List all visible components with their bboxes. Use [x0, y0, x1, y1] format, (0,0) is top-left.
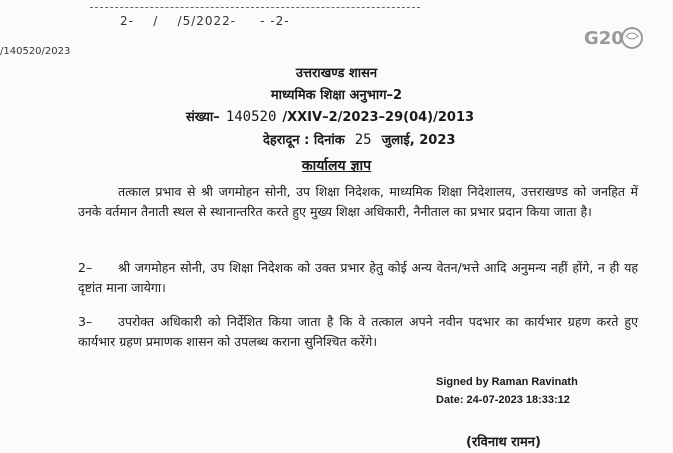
- receipt-stamp: 2- / /5/2022- - -2-: [120, 14, 290, 28]
- digital-signature-date: Date: 24-07-2023 18:33:12: [436, 394, 570, 406]
- date-line: [263, 130, 455, 148]
- reference-handwritten-number: 140520: [225, 109, 277, 125]
- top-rule: [90, 7, 420, 8]
- paragraph-2-number: 2–: [78, 260, 93, 275]
- g20-logo-text: G20: [584, 28, 624, 49]
- reference-suffix: /XXIV–2/2023–29(04)/2013: [282, 110, 475, 125]
- paragraph-3: [78, 312, 638, 352]
- paragraph-2: [78, 258, 638, 298]
- side-reference-number: /140520/2023: [0, 46, 71, 57]
- paragraph-2-text: श्री जगमोहन सोनी, उप शिक्षा निदेशक को उक्त प्रभार हेतु कोई अन्य वेतन/भत्ते आदि अनुमन्य नहीं होंगे, न ही यह दृष्टांत माना जायेगा।: [78, 260, 638, 295]
- section-heading: माध्यमिक शिक्षा अनुभाग–2: [270, 88, 403, 103]
- government-heading: उत्तराखण्ड शासन: [295, 66, 378, 81]
- g20-logo-icon: [582, 22, 654, 54]
- reference-label: संख्या–: [186, 110, 220, 125]
- memo-title: कार्यालय ज्ञाप: [301, 158, 372, 174]
- paragraph-1: [78, 182, 638, 222]
- signatory-name: (रविनाथ रामन): [466, 435, 541, 450]
- paragraph-3-text: उपरोक्त अधिकारी को निर्देशित किया जाता है कि वे तत्काल अपने नवीन पदभार का कार्यभार ग्रहण करते हुए कार्यभार ग्रहण प्रमाणक शासन को उपलब्ध कराना सुनिश्चित करेंगे।: [78, 314, 638, 349]
- reference-line: [186, 107, 474, 125]
- digital-signature-name: Signed by Raman Ravinath: [436, 376, 578, 388]
- paragraph-3-number: 3–: [78, 314, 93, 329]
- date-handwritten-day: 25: [354, 132, 372, 148]
- date-month-year: जुलाई, 2023: [381, 133, 456, 148]
- paragraph-1-text: तत्काल प्रभाव से श्री जगमोहन सोनी, उप शिक्षा निदेशक, माध्यमिक शिक्षा निदेशालय, उत्तराखण्ड को जनहित में उनके वर्तमान तैनाती स्थल से स्थानान्तरित करते हुए मुख्य शिक्षा अधिकारी, नैनीताल का प्रभार प्रदान किया जाता है।: [78, 184, 638, 219]
- date-prefix: देहरादून : दिनांक: [263, 133, 345, 148]
